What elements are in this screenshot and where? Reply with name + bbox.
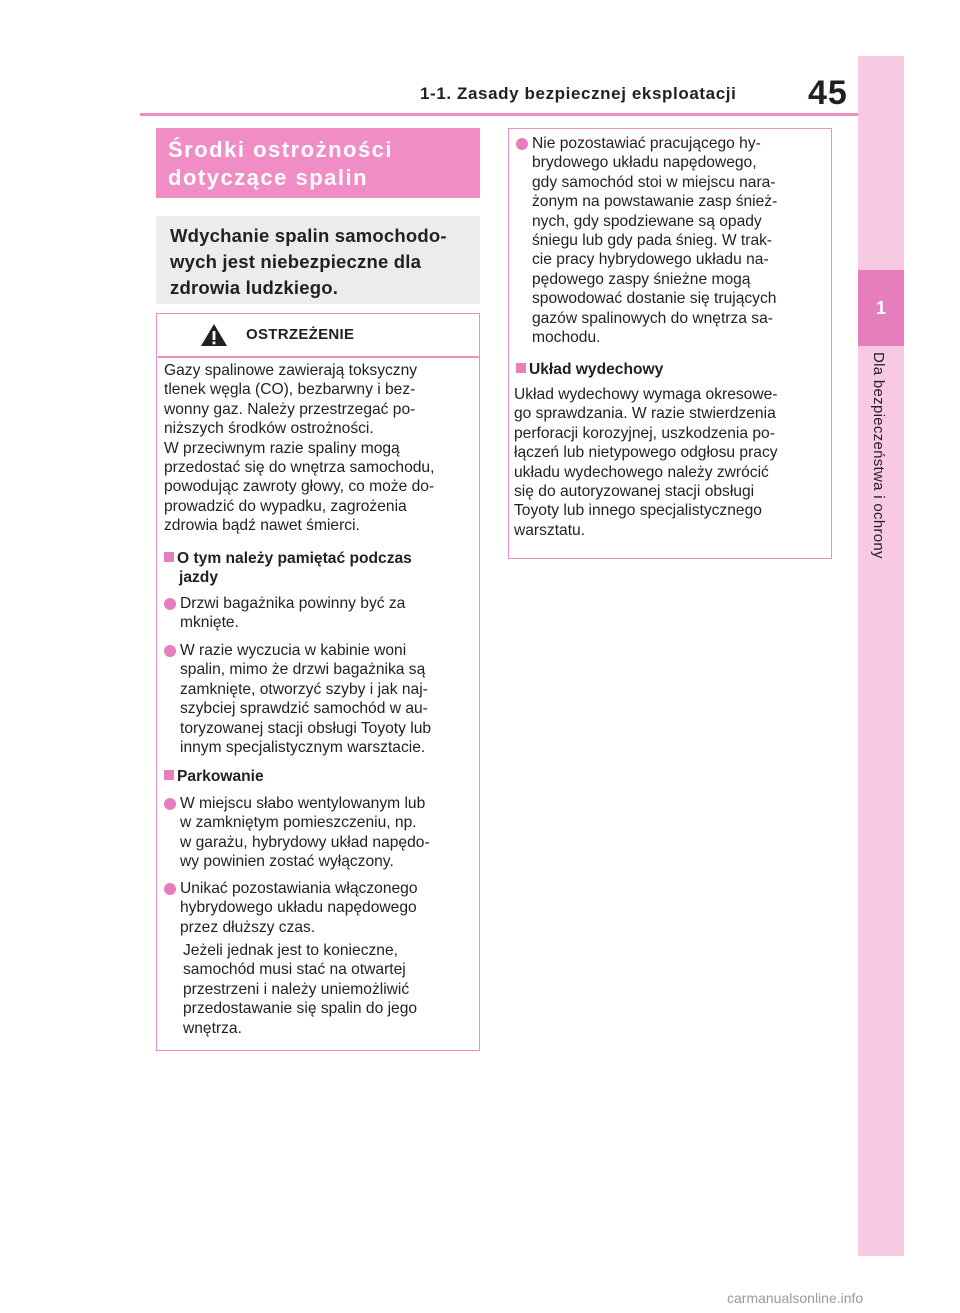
text-line: prowadzić do wypadku, zagrożenia bbox=[164, 497, 407, 515]
bullet-text bbox=[180, 594, 478, 633]
text-line: Układ wydechowy wymaga okresowe- bbox=[514, 386, 778, 403]
text-line: tlenek węgla (CO), bezbarwny i bez- bbox=[164, 381, 416, 399]
watermark: carmanualsonline.info bbox=[727, 1290, 864, 1306]
text-line: warsztatu. bbox=[514, 521, 586, 539]
text-line: w garażu, hybrydowy układ napędo- bbox=[180, 833, 430, 851]
text-line: wnętrza. bbox=[183, 1019, 242, 1037]
intro-line: Wdychanie spalin samochodo- bbox=[170, 225, 447, 246]
bullet-dot-icon bbox=[164, 883, 176, 895]
text-line: innym specjalistycznym warsztacie. bbox=[180, 739, 426, 757]
side-tab-strip bbox=[858, 56, 904, 1256]
text-line: Drzwi bagażnika powinny być za bbox=[180, 595, 406, 612]
square-bullet-icon bbox=[164, 770, 174, 780]
warning-label: OSTRZEŻENIE bbox=[246, 326, 355, 343]
text-line: zdrowia bądź nawet śmierci. bbox=[164, 517, 360, 535]
bullet-note bbox=[183, 941, 478, 1038]
text-line: wy powinien zostać wyłączony. bbox=[180, 853, 394, 871]
text-line: gazów spalinowych do wnętrza sa- bbox=[532, 309, 773, 327]
bullet-dot-icon bbox=[164, 798, 176, 810]
text-line: żonym na powstawanie zasp śnież- bbox=[532, 193, 778, 211]
intro-text bbox=[170, 223, 476, 301]
side-tab-chapter-number[interactable] bbox=[858, 270, 904, 346]
text-line: pędowego zaspy śnieżne mogą bbox=[532, 270, 751, 288]
text-line: brydowego układu napędowego, bbox=[532, 154, 757, 172]
text-line: spalin, mimo że drzwi bagażnika są bbox=[180, 661, 426, 679]
text-line: spowodować dostanie się trujących bbox=[532, 290, 777, 308]
text-line: przez dłuższy czas. bbox=[180, 918, 316, 936]
intro-line: zdrowia ludzkiego. bbox=[170, 277, 339, 298]
bullet-text bbox=[180, 879, 478, 937]
bullet-text bbox=[532, 134, 830, 347]
bullet-text bbox=[180, 641, 478, 757]
subheading-parking bbox=[164, 767, 478, 786]
warning-header-divider bbox=[158, 356, 479, 358]
exhaust-text bbox=[514, 385, 830, 540]
text-line: łączeń lub nietypowego odgłosu pracy bbox=[514, 444, 778, 462]
page-number: 45 bbox=[808, 74, 848, 112]
text-line: szybciej sprawdzić samochód w au- bbox=[180, 700, 428, 718]
subheading-text: Parkowanie bbox=[177, 768, 264, 785]
text-line: mochodu. bbox=[532, 329, 601, 347]
text-line: Jeżeli jednak jest to konieczne, bbox=[183, 942, 398, 959]
text-line: W miejscu słabo wentylowanym lub bbox=[180, 795, 426, 812]
chapter-number: 1 bbox=[875, 297, 886, 318]
text-line: wonny gaz. Należy przestrzegać po- bbox=[164, 400, 416, 418]
text-line: mknięte. bbox=[180, 614, 239, 632]
text-line: niższych środków ostrożności. bbox=[164, 420, 374, 438]
text-line: hybrydowego układu napędowego bbox=[180, 899, 417, 917]
text-line: układu wydechowego należy zwrócić bbox=[514, 463, 769, 481]
text-line: cie pracy hybrydowego układu na- bbox=[532, 251, 769, 269]
text-line: samochód musi stać na otwartej bbox=[183, 961, 406, 979]
text-line: W przeciwnym razie spaliny mogą bbox=[164, 439, 400, 457]
text-line: W razie wyczucia w kabinie woni bbox=[180, 642, 407, 659]
text-line: Gazy spalinowe zawierają toksyczny bbox=[164, 362, 418, 379]
side-tab-title: Dla bezpieczeństwa i ochrony bbox=[870, 352, 887, 559]
text-line: nych, gdy spodziewane są opady bbox=[532, 212, 762, 230]
warning-intro bbox=[164, 361, 478, 536]
text-line: Unikać pozostawiania włączonego bbox=[180, 880, 418, 897]
text-line: przedostawanie się spalin do jego bbox=[183, 1000, 418, 1018]
text-line: powodując zawroty głowy, co może do- bbox=[164, 478, 435, 496]
text-line: Nie pozostawiać pracującego hy- bbox=[532, 135, 761, 152]
text-line: toryzowanej stacji obsługi Toyoty lub bbox=[180, 719, 432, 737]
text-line: przestrzeni i należy uniemożliwić bbox=[183, 980, 410, 998]
bullet-dot-icon bbox=[516, 138, 528, 150]
warning-triangle-icon bbox=[200, 323, 228, 347]
square-bullet-icon bbox=[164, 552, 174, 562]
text-line: przedostać się do wnętrza samochodu, bbox=[164, 459, 435, 477]
section-title-line: dotyczące spalin bbox=[168, 165, 369, 190]
square-bullet-icon bbox=[516, 363, 526, 373]
intro-line: wych jest niebezpieczne dla bbox=[170, 251, 422, 272]
text-line: śniegu lub gdy pada śnieg. W trak- bbox=[532, 232, 773, 250]
text-line: zamknięte, otworzyć szyby i jak naj- bbox=[180, 680, 428, 698]
subheading-driving bbox=[164, 549, 478, 588]
section-title-line: Środki ostrożności bbox=[168, 137, 394, 162]
subheading-text: jazdy bbox=[179, 569, 218, 587]
header-divider bbox=[140, 113, 858, 116]
text-line: w zamkniętym pomieszczeniu, np. bbox=[180, 814, 417, 832]
subheading-text: Układ wydechowy bbox=[529, 361, 664, 378]
text-line: perforacji korozyjnej, uszkodzenia po- bbox=[514, 424, 775, 442]
text-line: gdy samochód stoi w miejscu nara- bbox=[532, 173, 776, 191]
header-title: 1-1. Zasady bezpiecznej eksploatacji bbox=[420, 84, 737, 103]
bullet-dot-icon bbox=[164, 645, 176, 657]
bullet-text bbox=[180, 794, 478, 872]
subheading-text: O tym należy pamiętać podczas bbox=[177, 550, 412, 567]
text-line: go sprawdzania. W razie stwierdzenia bbox=[514, 405, 776, 423]
subheading-exhaust bbox=[516, 360, 830, 379]
text-line: się do autoryzowanej stacji obsługi bbox=[514, 483, 755, 501]
bullet-dot-icon bbox=[164, 598, 176, 610]
section-title bbox=[168, 136, 478, 192]
text-line: Toyoty lub innego specjalistycznego bbox=[514, 502, 762, 520]
